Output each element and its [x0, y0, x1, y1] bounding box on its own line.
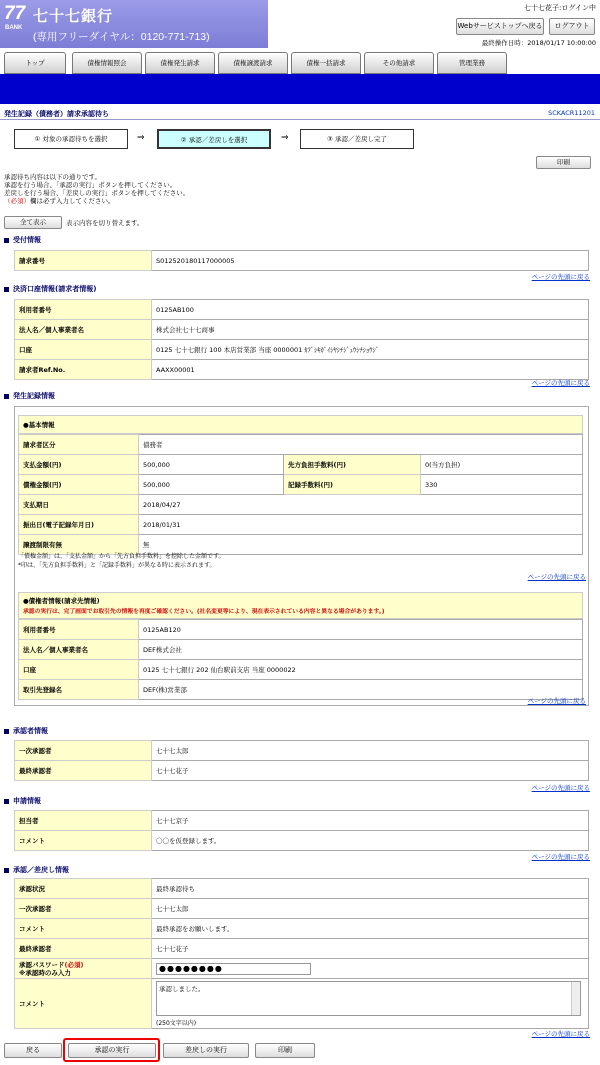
- comment-text: 承認しました。: [159, 985, 205, 993]
- table-row: [19, 620, 583, 640]
- table-row: [19, 495, 583, 515]
- bank-logo-text: BANK: [5, 25, 23, 31]
- reject-button[interactable]: 差戻しの実行: [163, 1043, 249, 1058]
- row-label: 利用者番号: [15, 300, 152, 320]
- row-value: 330: [421, 475, 583, 495]
- print-button-top[interactable]: 印刷: [536, 156, 591, 169]
- row-label: 法人名／個人事業者名: [15, 320, 152, 340]
- row-label: コメント: [15, 831, 152, 851]
- table-row: [19, 535, 583, 555]
- row-value: 0125AB100: [152, 300, 589, 320]
- row-label: 口座: [19, 660, 139, 680]
- row-value: 500,000: [139, 455, 284, 475]
- back-to-top-link[interactable]: ページの先頭に戻る: [531, 379, 590, 387]
- tab-admin[interactable]: 管理業務: [437, 52, 507, 74]
- row-label: 取引先登録名: [19, 680, 139, 700]
- row-value: 500,000: [139, 475, 284, 495]
- row-label: 利用者番号: [19, 620, 139, 640]
- row-label: 担当者: [15, 811, 152, 831]
- row-label: 先方負担手数料(円): [284, 455, 421, 475]
- row-value: 0125AB120: [139, 620, 583, 640]
- row-label: 支払金額(円): [19, 455, 139, 475]
- section-approver: 承認者情報: [4, 726, 48, 736]
- row-label: 口座: [15, 340, 152, 360]
- row-label: 請求者Ref.No.: [15, 360, 152, 380]
- logout-button[interactable]: ログアウト: [549, 18, 595, 35]
- row-value: 最終承認をお願いします。: [152, 919, 589, 939]
- tab-credit-issuance[interactable]: 債権発生請求: [145, 52, 215, 74]
- table-row: [15, 340, 589, 360]
- creditor-table: [18, 619, 583, 700]
- row-value: 0125 七十七銀行 100 本店営業部 当座 0000001 ｶﾌﾞｼｷｶﾞｲｼﾔｼﾁｼﾞｭｳｼﾁｼｮｳｼﾞ: [152, 340, 589, 360]
- table-row: [15, 831, 589, 851]
- table-row: [15, 360, 589, 380]
- row-label: 債権金額(円): [19, 475, 139, 495]
- approver-table: [14, 740, 589, 781]
- creditor-warning: 承認の実行は、完了画面でお取引先の情報を再度ご確認ください。(社名変更等により、現在表示されている内容と異なる場合があります。): [23, 609, 385, 615]
- section-issuance: 発生記録情報: [4, 391, 55, 401]
- table-row: [15, 811, 589, 831]
- application-table: [14, 810, 589, 851]
- row-value: 最終承認待ち: [152, 879, 589, 899]
- tab-top[interactable]: トップ: [4, 52, 66, 74]
- table-row: [15, 899, 589, 919]
- required-mark: （必須）: [4, 197, 30, 205]
- account-table: [14, 299, 589, 380]
- row-value: 七十七花子: [152, 939, 589, 959]
- row-label: 振出日(電子記録年月日): [19, 515, 139, 535]
- tab-other-request[interactable]: その他請求: [364, 52, 434, 74]
- row-value: 債務者: [139, 435, 583, 455]
- table-row: [15, 959, 589, 979]
- row-label: 一次承認者: [15, 899, 152, 919]
- show-all-description: 表示内容を切り替えます。: [66, 219, 144, 227]
- table-row: [15, 741, 589, 761]
- back-button[interactable]: 戻る: [4, 1043, 62, 1058]
- reception-table: [14, 250, 589, 271]
- password-label: [15, 959, 152, 979]
- password-label-text: 承認パスワード: [19, 960, 65, 969]
- table-row: [19, 515, 583, 535]
- approval-table: [14, 878, 589, 1029]
- note: *印は、「先方負担手数料」と「記録手数料」が異なる時に表示されます。: [18, 562, 216, 569]
- creditor-head-box: [18, 592, 583, 619]
- instructions: [4, 173, 189, 205]
- row-value: DEF(株)営業部: [139, 680, 583, 700]
- row-label: コメント: [15, 919, 152, 939]
- back-to-top-link[interactable]: ページの先頭に戻る: [527, 573, 586, 581]
- row-value: 七十七花子: [152, 761, 589, 781]
- row-label: 請求番号: [15, 251, 152, 271]
- section-reception: 受付情報: [4, 235, 41, 245]
- tab-credit-transfer[interactable]: 債権譲渡請求: [218, 52, 288, 74]
- screen-code: SCKACR11201: [548, 109, 595, 117]
- table-row: [19, 640, 583, 660]
- section-application: 申請情報: [4, 796, 41, 806]
- table-row: [15, 919, 589, 939]
- step-arrow-1: ⇒: [137, 133, 145, 143]
- table-row: [15, 320, 589, 340]
- table-row: [15, 979, 589, 1029]
- password-note: ※承認時のみ入力: [19, 968, 71, 977]
- password-input[interactable]: ●●●●●●●●: [156, 963, 311, 975]
- instruction-line: [4, 197, 189, 205]
- row-value: 七十七京子: [152, 811, 589, 831]
- row-label: 最終承認者: [15, 761, 152, 781]
- table-row: [19, 475, 583, 495]
- back-to-top-link[interactable]: ページの先頭に戻る: [531, 1030, 590, 1038]
- table-row: [15, 879, 589, 899]
- row-value: 0125 七十七銀行 202 仙台駅前支店 当座 0000022: [139, 660, 583, 680]
- web-service-top-button[interactable]: Webサービストップへ戻る: [456, 18, 544, 35]
- step-3: ③ 承認／差戻し完了: [300, 129, 414, 149]
- basic-info-table: [18, 434, 583, 555]
- bank-name: 七十七銀行: [33, 8, 114, 25]
- row-value: AAXX00001: [152, 360, 589, 380]
- required-text: 欄は必ず入力してください。: [30, 197, 115, 205]
- back-to-top-link[interactable]: ページの先頭に戻る: [527, 697, 586, 705]
- row-label: 記録手数料(円): [284, 475, 421, 495]
- row-value: 0(当方負担): [421, 455, 583, 475]
- print-button-bottom[interactable]: 印刷: [255, 1043, 315, 1058]
- note: 「債権金額」は、「支払金額」から「先方負担手数料」を控除した金額です。: [18, 553, 225, 560]
- row-value: 株式会社七十七商事: [152, 320, 589, 340]
- table-row: [19, 435, 583, 455]
- row-label: 譲渡制限有無: [19, 535, 139, 555]
- instruction-line: 承認を行う場合、「承認の実行」ボタンを押してください。: [4, 181, 177, 189]
- back-to-top-link[interactable]: ページの先頭に戻る: [531, 273, 590, 281]
- instruction-line: 差戻しを行う場合、「差戻しの実行」ボタンを押してください。: [4, 189, 190, 197]
- row-value: 無: [139, 535, 583, 555]
- section-account: 決済口座情報(請求者情報): [4, 284, 96, 294]
- step-1: ① 対象の承認待ちを選択: [14, 129, 128, 149]
- row-label: コメント: [15, 979, 152, 1029]
- row-label: 請求者区分: [19, 435, 139, 455]
- table-row: [15, 300, 589, 320]
- comment-textarea[interactable]: [156, 981, 581, 1016]
- tab-credit-inquiry[interactable]: 債権情報照会: [72, 52, 142, 74]
- scrollbar[interactable]: [571, 982, 580, 1015]
- approve-button[interactable]: 承認の実行: [68, 1043, 156, 1058]
- section-approval: 承認／差戻し情報: [4, 865, 69, 875]
- instruction-line: 承認待ち内容は以下の通りです。: [4, 173, 101, 181]
- table-row: [15, 939, 589, 959]
- row-label: 承認状況: [15, 879, 152, 899]
- table-row: [19, 660, 583, 680]
- row-value: 2018/04/27: [139, 495, 583, 515]
- creditor-info-head: ●債権者情報(請求先情報): [23, 597, 100, 605]
- table-row: [15, 761, 589, 781]
- basic-info-head: ●基本情報: [18, 415, 583, 434]
- row-value: DEF株式会社: [139, 640, 583, 660]
- row-value: 〇〇を仮登録します。: [152, 831, 589, 851]
- row-value: S012520180117000005: [152, 251, 589, 271]
- required-mark: (必須): [64, 960, 84, 969]
- nav-bar: [0, 74, 600, 104]
- bank-logo: 77: [4, 3, 26, 24]
- row-label: 支払期日: [19, 495, 139, 515]
- comment-limit: (250文字以内): [156, 1020, 197, 1027]
- row-label: 一次承認者: [15, 741, 152, 761]
- row-value: 2018/01/31: [139, 515, 583, 535]
- main-tabs: [0, 48, 600, 74]
- back-to-top-link[interactable]: ページの先頭に戻る: [531, 784, 590, 792]
- table-row: [19, 680, 583, 700]
- row-value: 七十七太郎: [152, 899, 589, 919]
- free-dial: (専用フリーダイヤル：0120-771-713): [33, 31, 210, 43]
- row-label: 法人名／個人事業者名: [19, 640, 139, 660]
- back-to-top-link[interactable]: ページの先頭に戻る: [531, 853, 590, 861]
- last-operation-time: 最終操作日時：2018/01/17 10:00:00: [481, 39, 596, 47]
- row-value: 七十七太郎: [152, 741, 589, 761]
- row-label: 最終承認者: [15, 939, 152, 959]
- login-user: 七十七花子:ログイン中: [523, 4, 596, 12]
- step-arrow-2: ⇒: [281, 133, 289, 143]
- page-title: 発生記録（債務者）請求承認待ち: [4, 110, 109, 118]
- step-2-current: ② 承認／差戻しを選択: [157, 129, 271, 149]
- table-row: [15, 251, 589, 271]
- tab-bulk-request[interactable]: 債権一括請求: [291, 52, 361, 74]
- show-all-button[interactable]: 全て表示: [4, 216, 62, 229]
- table-row: [19, 455, 583, 475]
